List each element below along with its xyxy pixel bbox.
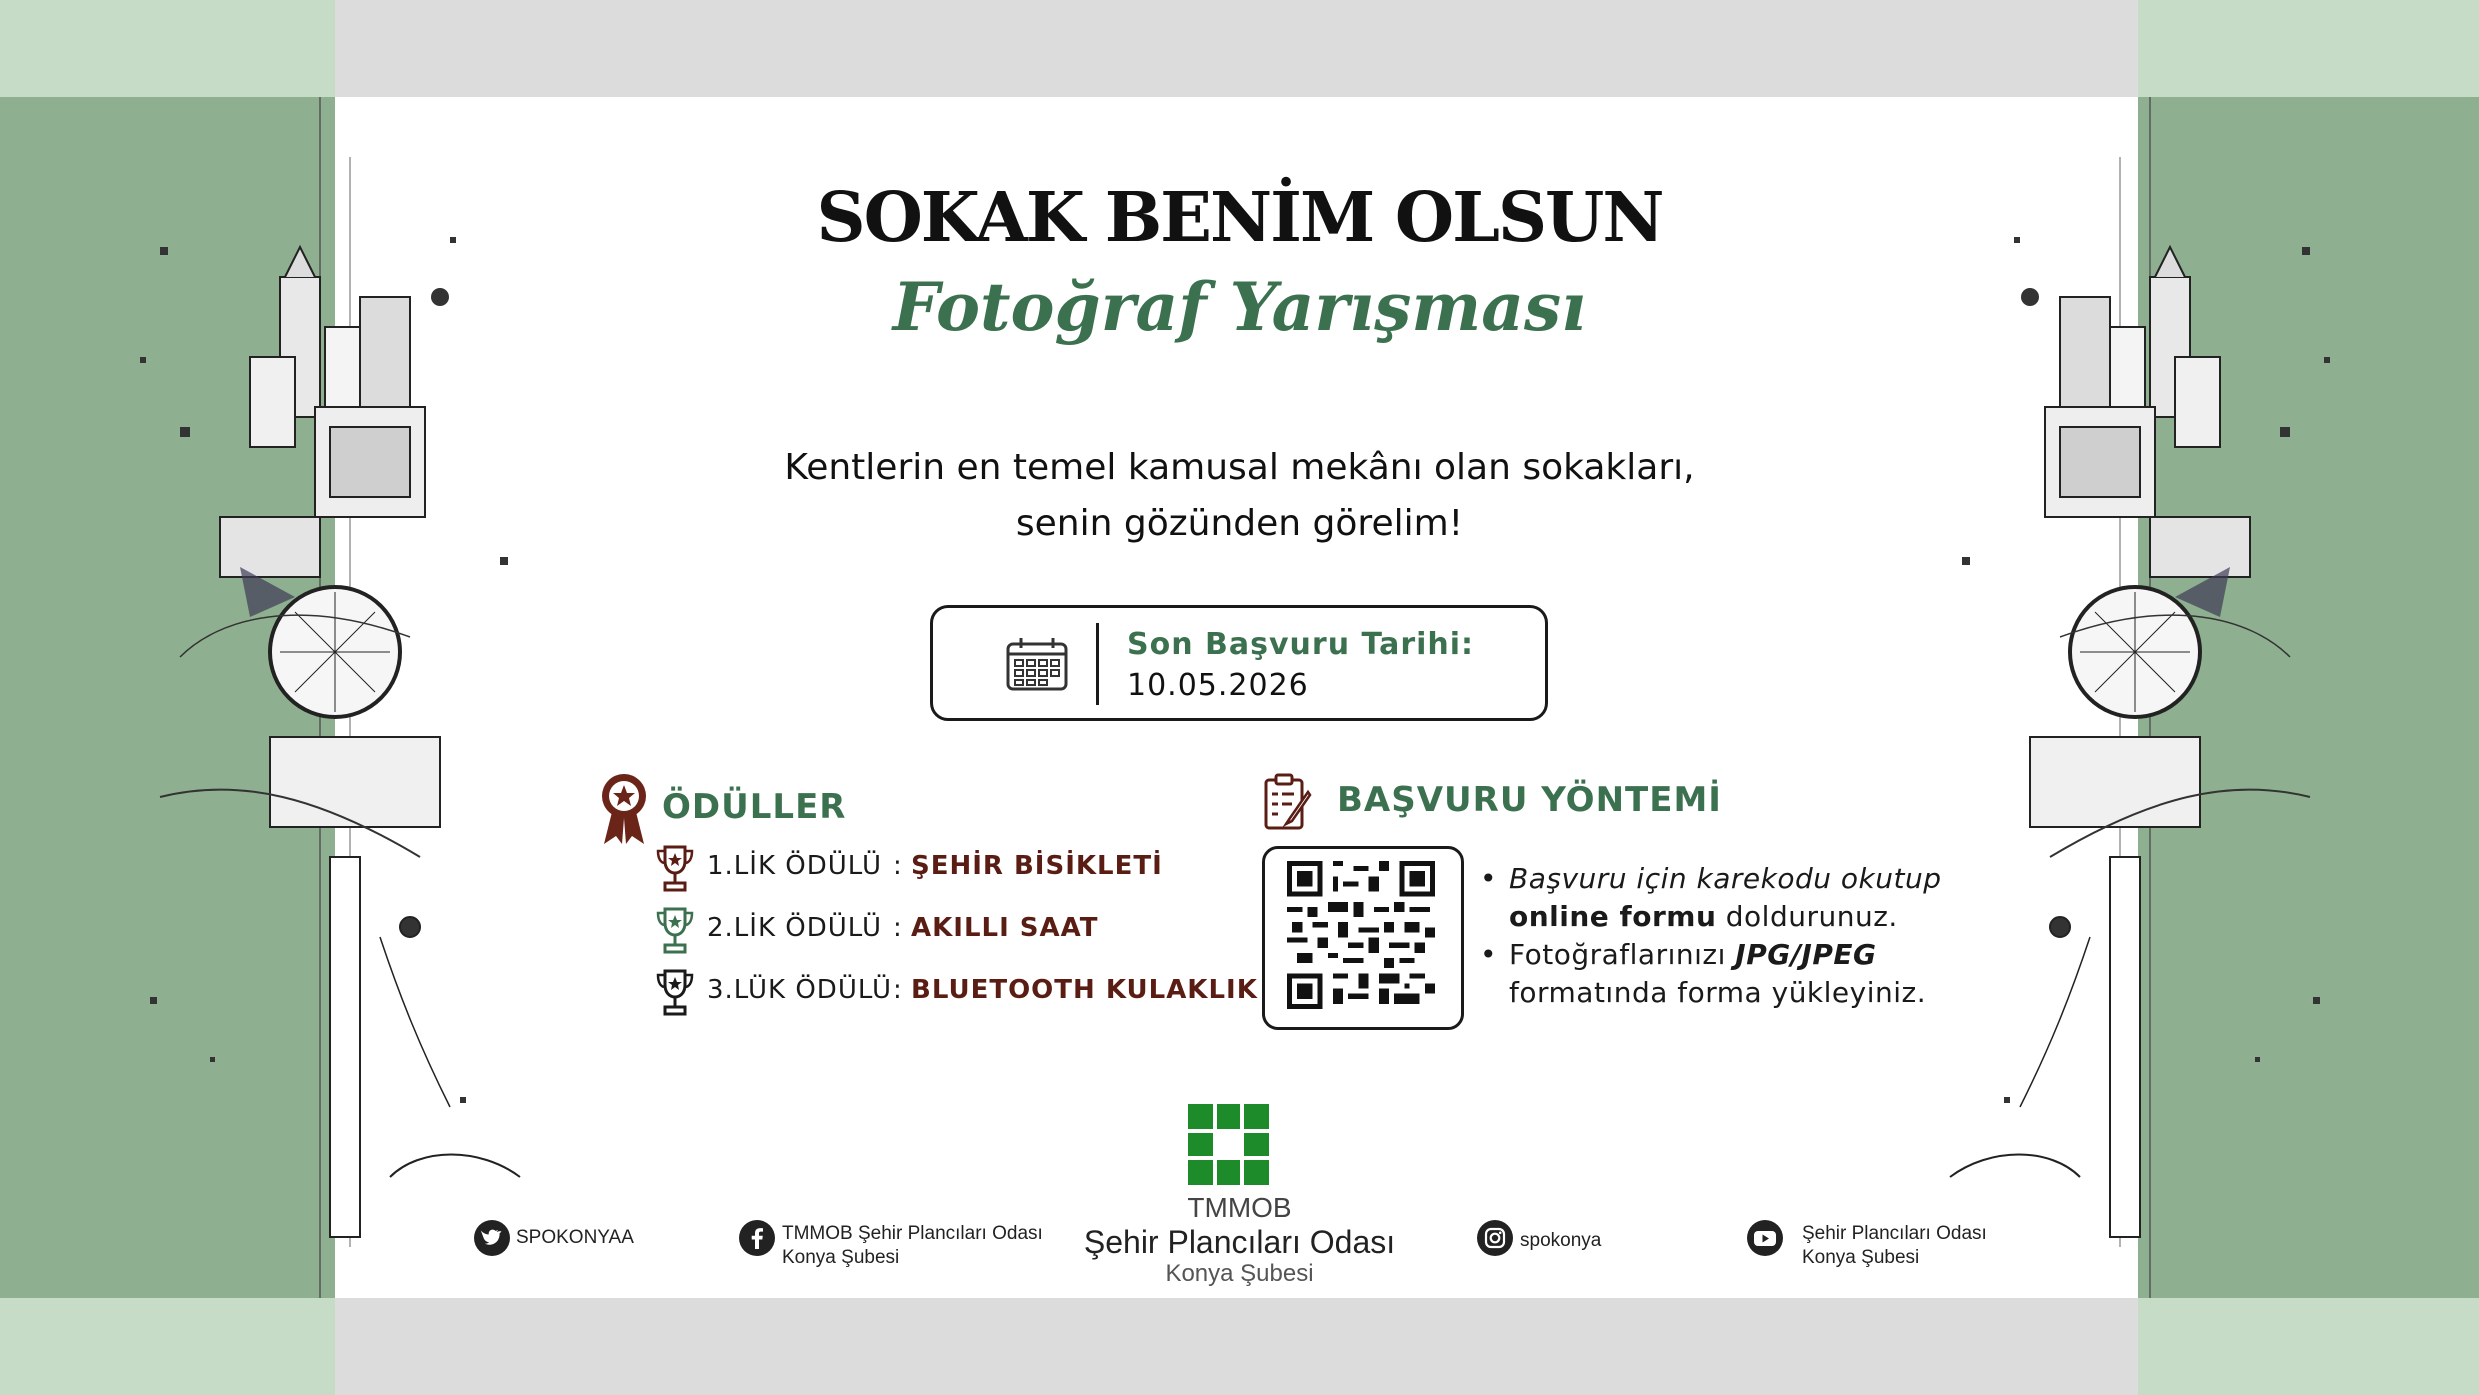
prize-separator: : (893, 851, 902, 881)
instruction-text: formatında forma yükleyiniz. (1509, 976, 1927, 1009)
facebook-icon[interactable] (739, 1220, 775, 1256)
social-handle: Şehir Plancıları Odası (1802, 1223, 1987, 1244)
intro-text-line-1: Kentlerin en temel kamusal mekânı olan sokakları, (784, 447, 1695, 488)
social-handle-line-2: Konya Şubesi (782, 1247, 900, 1268)
calendar-icon (1005, 636, 1069, 692)
poster-title: SOKAK BENİM OLSUN (816, 178, 1663, 258)
prize-rank: 3.LÜK ÖDÜLÜ (707, 975, 893, 1005)
instruction-bold-italic-text: JPG/JPEG (1735, 938, 1877, 971)
corner-decoration (0, 1298, 335, 1395)
social-text (516, 1226, 634, 1250)
organization-logo (1188, 1104, 1269, 1185)
trophy-icon (655, 843, 695, 893)
corner-decoration (2138, 1298, 2479, 1395)
prize-name: ŞEHİR BİSİKLETİ (911, 851, 1163, 881)
clipboard-icon (1262, 772, 1314, 832)
social-text (1520, 1229, 1601, 1253)
social-text (1802, 1222, 1987, 1270)
bullet: • (1480, 862, 1497, 895)
social-text (782, 1222, 1043, 1270)
organization-name-line-2: Şehir Plancıları Odası (1083, 1224, 1396, 1260)
prize-name: BLUETOOTH KULAKLIK (911, 975, 1258, 1005)
application-heading: BAŞVURU YÖNTEMİ (1337, 780, 1722, 820)
poster-subtitle: Fotoğraf Yarışması (892, 268, 1587, 346)
corner-decoration (2138, 0, 2479, 97)
instruction-text: doldurunuz. (1716, 900, 1898, 933)
youtube-icon[interactable] (1747, 1220, 1783, 1256)
instruction-italic-text: Başvuru için karekodu okutup (1509, 862, 1942, 895)
deadline-divider (1096, 623, 1099, 705)
prize-rank: 2.LİK ÖDÜLÜ (707, 913, 883, 943)
social-handle: SPOKONYAA (516, 1227, 634, 1248)
corner-decoration (0, 0, 335, 97)
intro-text-line-2: senin gözünden görelim! (1015, 503, 1464, 544)
instruction-1-line-2 (1509, 900, 1898, 933)
social-handle-line-2: Konya Şubesi (1802, 1247, 1920, 1268)
deadline-label: Son Başvuru Tarihi: (1127, 627, 1475, 662)
social-handle: spokonya (1520, 1230, 1602, 1251)
deadline-date: 10.05.2026 (1127, 668, 1309, 703)
instagram-icon[interactable] (1477, 1220, 1513, 1256)
prize-rank: 1.LİK ÖDÜLÜ (707, 851, 883, 881)
prize-separator: : (893, 975, 902, 1005)
instruction-text: Fotoğraflarınızı (1509, 938, 1736, 971)
bottom-band (0, 1298, 2479, 1395)
prizes-heading: ÖDÜLLER (662, 787, 847, 827)
twitter-icon[interactable] (474, 1220, 510, 1256)
prize-separator: : (893, 913, 902, 943)
trophy-icon (655, 967, 695, 1017)
organization-name-line-3: Konya Şubesi (1165, 1260, 1314, 1287)
organization-name-line-1: TMMOB (1187, 1192, 1292, 1223)
award-ribbon-icon (598, 772, 650, 846)
prize-name: AKILLI SAAT (911, 913, 1099, 943)
qr-code[interactable] (1287, 861, 1435, 1009)
instruction-1-line-1 (1509, 862, 1942, 895)
instruction-2-line-1 (1509, 938, 1876, 971)
trophy-icon (655, 905, 695, 955)
top-band (0, 0, 2479, 97)
instruction-2-line-2 (1509, 976, 1926, 1009)
bullet: • (1480, 938, 1497, 971)
instruction-bold-text: online formu (1509, 900, 1717, 933)
social-handle: TMMOB Şehir Plancıları Odası (782, 1223, 1043, 1244)
